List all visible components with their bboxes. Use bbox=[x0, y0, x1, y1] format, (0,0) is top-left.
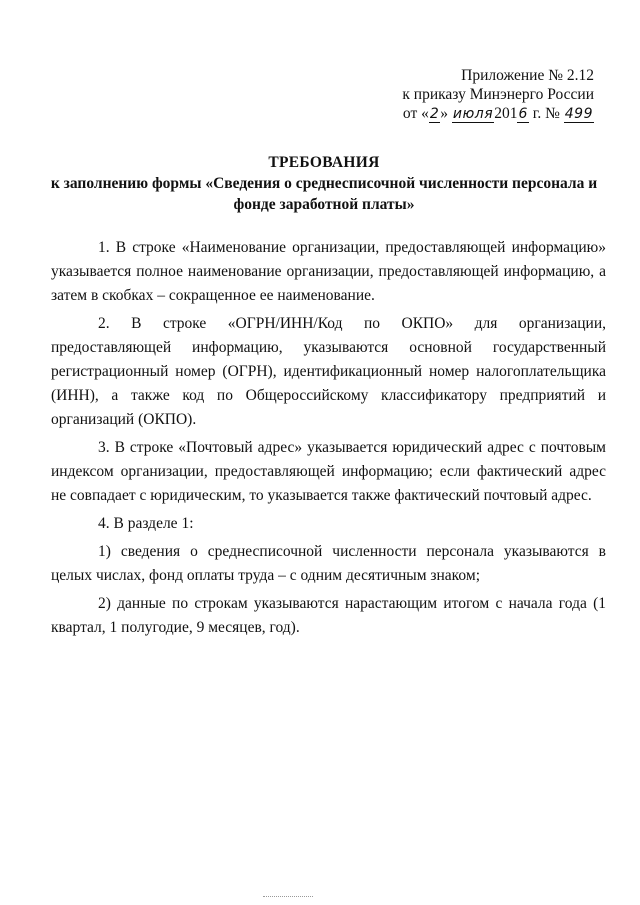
handwritten-month: июля bbox=[452, 106, 494, 122]
date-prefix: от « bbox=[402, 105, 429, 122]
scan-artifact bbox=[263, 896, 313, 898]
date-year-prefix: 201 bbox=[494, 105, 518, 122]
appendix-number: Приложение № 2.12 bbox=[461, 67, 594, 84]
handwritten-day: 2 bbox=[429, 106, 440, 122]
paragraph-4-1: 1) сведения о среднесписочной численности персонала указываются в целых числах, фонд оплаты труда – с одним десятичным знаком; bbox=[51, 543, 606, 584]
title-heading: ТРЕБОВАНИЯ bbox=[268, 154, 380, 171]
paragraph-4: 4. В разделе 1: bbox=[98, 515, 194, 532]
paragraph-1: 1. В строке «Наименование организации, предоставляющей информацию» указывается полное наименование организации, предоставляющей информацию, а затем в скобках – сокращенное ее наименование. bbox=[51, 239, 606, 304]
title-subheading: к заполнению формы «Сведения о среднесписочной численности персонала и фонде заработной платы» bbox=[50, 175, 598, 213]
paragraph-4-2: 2) данные по строкам указываются нарастающим итогом с начала года (1 квартал, 1 полугодие, 9 месяцев, год). bbox=[51, 595, 606, 636]
date-sep: » bbox=[440, 105, 449, 122]
handwritten-year-digit: 6 bbox=[518, 106, 528, 122]
paragraph-2: 2. В строке «ОГРН/ИНН/Код по ОКПО» для организации, предоставляющей информацию, указываются основной государственный регистрационный номер (ОГРН), идентификационный номер налогоплательщика (ИНН), а также код по Общероссийскому классификатору предприятий и организаций (ОКПО). bbox=[51, 315, 606, 428]
paragraph-3: 3. В строке «Почтовый адрес» указывается юридический адрес с почтовым индексом организации, предоставляющей информацию; если фактический адрес не совпадает с юридическим, то указывается также фактический почтовый адрес. bbox=[51, 439, 606, 504]
appendix-date-line bbox=[402, 104, 594, 124]
appendix-block bbox=[402, 66, 594, 124]
appendix-order-ref: к приказу Минэнерго России bbox=[402, 86, 594, 103]
document-title bbox=[50, 152, 598, 215]
document-body bbox=[51, 236, 606, 644]
date-suffix: г. № bbox=[532, 105, 560, 122]
handwritten-order-number: 499 bbox=[564, 106, 593, 122]
